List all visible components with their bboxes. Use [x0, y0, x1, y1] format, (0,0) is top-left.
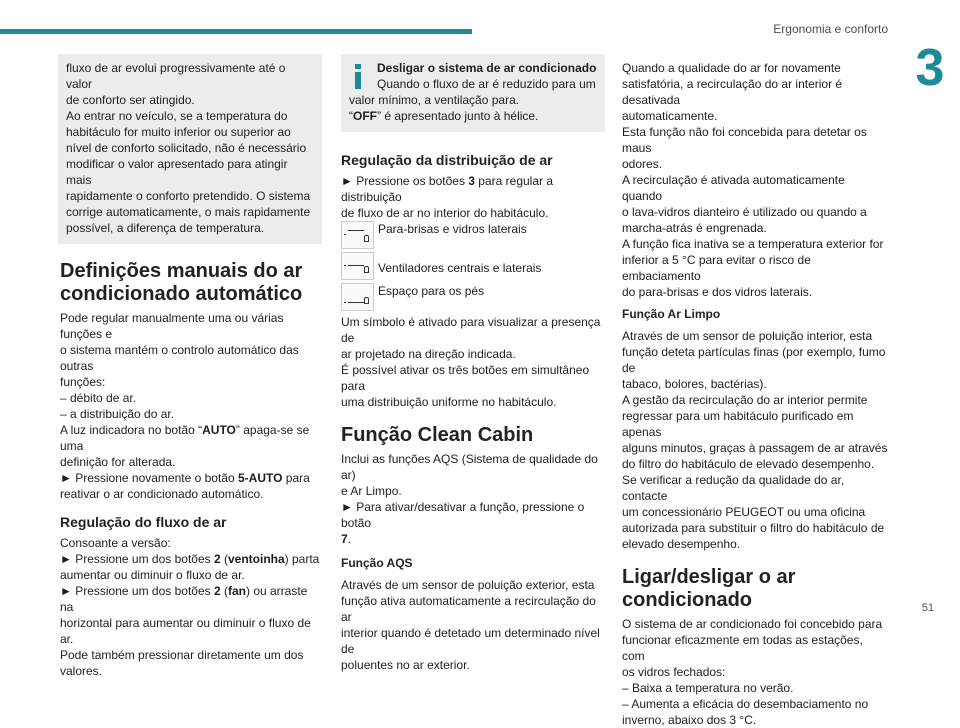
option-label: Ventiladores centrais e laterais: [378, 261, 542, 275]
note-line: possível, a diferença de temperatura.: [66, 221, 265, 235]
distribution-option: [341, 252, 605, 283]
text-line: reativar o ar condicionado automático.: [60, 487, 264, 501]
heading-on-off: [622, 566, 888, 612]
text-line: [60, 422, 322, 454]
text-line: [341, 531, 605, 547]
text-line: A função fica inativa se a temperatura exterior for: [622, 237, 884, 251]
info-box: [341, 54, 605, 132]
section-title: Ergonomia e conforto: [773, 22, 888, 36]
text-span: ” é apresentado junto à hélice.: [377, 109, 539, 123]
text-line: – débito de ar.: [60, 391, 137, 405]
button-ref: 2: [213, 552, 221, 566]
text-line: elevado desempenho.: [622, 537, 741, 551]
heading-line: Ligar/desligar o ar: [622, 566, 796, 588]
button-ref: 7: [341, 532, 348, 546]
heading-line: condicionado: [622, 589, 752, 611]
info-line: valor mínimo, a ventilação para.: [349, 93, 520, 107]
text-line: [341, 173, 605, 205]
button-ref: 3: [468, 174, 475, 188]
text-line: poluentes no ar exterior.: [341, 658, 470, 672]
text-span: ► Pressione um dos botões: [60, 584, 214, 598]
text-line: Inclui as funções AQS (Sistema de qualidade do ar): [341, 452, 598, 482]
heading-airflow: Regulação do fluxo de ar: [60, 514, 227, 530]
distribution-option: [341, 221, 605, 252]
text-line: definição for alterada.: [60, 455, 176, 469]
text-line: regressar para um habitáculo purificado em apenas: [622, 409, 854, 439]
heading-clean-air: Função Ar Limpo: [622, 307, 721, 321]
text-line: Pode regular manualmente uma ou várias funções e: [60, 311, 284, 341]
text-span: (: [220, 584, 228, 598]
note-line: corrige automaticamente, o mais rapidamente: [66, 205, 311, 219]
text-line: o sistema mantém o controlo automático das outras: [60, 343, 299, 373]
text-line: do filtro do habitáculo de elevado desempenho.: [622, 457, 875, 471]
heading-clean-cabin: Função Clean Cabin: [341, 424, 534, 446]
text-span: para: [282, 471, 310, 485]
text-line: Através de um sensor de poluição exterior, esta: [341, 578, 595, 592]
text-line: É possível ativar os três botões em simultâneo para: [341, 363, 590, 393]
text-line: inverno, abaixo dos 3 °C.: [622, 713, 757, 727]
header-accent-bar: [0, 29, 472, 34]
text-line: odores.: [622, 157, 663, 171]
text-line: do para-brisas e dos vidros laterais.: [622, 285, 813, 299]
text-line: Através de um sensor de poluição interior, esta: [622, 329, 873, 343]
central-vents-airflow-icon: [341, 252, 374, 280]
text-line: Esta função não foi concebida para detetar os maus: [622, 125, 867, 155]
text-line: horizontal para aumentar ou diminuir o fluxo de ar.: [60, 616, 311, 646]
heading-line: condicionado automático: [60, 283, 303, 305]
heading-manual-settings: [60, 260, 322, 306]
text-line: marcha-atrás é engrenada.: [622, 221, 767, 235]
text-span: A luz indicadora no botão “: [60, 423, 203, 437]
text-line: inferior a 5 °C para evitar o risco de embaciamento: [622, 253, 811, 283]
text-line: uma distribuição uniforme no habitáculo.: [341, 395, 557, 409]
text-span: .: [347, 532, 352, 546]
text-line: [60, 551, 322, 567]
note-line: nível de conforto solicitado, não é necessário: [66, 141, 307, 155]
column-left: [60, 54, 322, 679]
note-line: modificar o valor apresentado para atingir mais: [66, 157, 288, 187]
info-title-text: Desligar o sistema de ar condicionado: [377, 61, 597, 75]
windscreen-airflow-icon: [341, 221, 374, 249]
text-span: ” apaga-se se uma: [60, 423, 310, 453]
text-line: O sistema de ar condicionado foi concebido para: [622, 617, 883, 631]
off-label: OFF: [353, 109, 377, 123]
text-line: os vidros fechados:: [622, 665, 726, 679]
text-line: Pode também pressionar diretamente um dos: [60, 648, 304, 662]
text-line: [60, 583, 322, 615]
text-span: ) parta: [284, 552, 320, 566]
text-line: um concessionário PEUGEOT ou uma oficina: [622, 505, 866, 519]
button-ref: ventoinha: [228, 552, 285, 566]
text-line: ► Para ativar/desativar a função, pressione o botão: [341, 500, 585, 530]
text-line: interior quando é detetado um determinado nível de: [341, 626, 600, 656]
text-line: o lava-vidros dianteiro é utilizado ou quando a: [622, 205, 867, 219]
text-span: para regular a distribuição: [341, 174, 554, 204]
button-ref: 5-AUTO: [237, 471, 283, 485]
text-line: A recirculação é ativada automaticamente quando: [622, 173, 845, 203]
text-span: ► Pressione os botões: [341, 174, 469, 188]
text-line: função ativa automaticamente a recirculação do ar: [341, 594, 596, 624]
column-right: [622, 60, 888, 728]
text-span: ► Pressione novamente o botão: [60, 471, 238, 485]
text-line: automaticamente.: [622, 109, 718, 123]
note-box: [58, 54, 322, 244]
info-icon: [352, 64, 364, 90]
note-line: rapidamente o conforto pretendido. O sistema: [66, 189, 311, 203]
heading-aqs: Função AQS: [341, 556, 413, 570]
text-span: ) ou arraste na: [60, 584, 308, 614]
text-span: “: [349, 109, 353, 123]
text-line: Um símbolo é ativado para visualizar a presença de: [341, 315, 601, 345]
chapter-marker: [900, 40, 960, 96]
text-line: e Ar Limpo.: [341, 484, 402, 498]
text-line: Se verificar a redução da qualidade do ar, contacte: [622, 473, 845, 503]
note-line: habitáculo for muito inferior ou superior ao: [66, 125, 291, 139]
text-line: funcionar eficazmente em todas as estações, com: [622, 633, 863, 663]
info-title: [377, 60, 597, 76]
text-line: satisfatória, a recirculação do ar interior é desativada: [622, 77, 843, 107]
note-line: fluxo de ar evolui progressivamente até o valor: [66, 61, 286, 91]
text-line: Consoante a versão:: [60, 536, 171, 550]
text-line: funções:: [60, 375, 106, 389]
text-line: função deteta partículas finas (por exemplo, fumo de: [622, 345, 886, 375]
text-line: de fluxo de ar no interior do habitáculo.: [341, 206, 549, 220]
footwell-airflow-icon: [341, 283, 374, 311]
text-line: alguns minutos, graças à passagem de ar através: [622, 441, 888, 455]
text-line: aumentar ou diminuir o fluxo de ar.: [60, 568, 245, 582]
note-line: Ao entrar no veículo, se a temperatura do: [66, 109, 288, 123]
text-line: autorizada para substituir o filtro do habitáculo de: [622, 521, 885, 535]
text-line: valores.: [60, 664, 103, 678]
distribution-option: [341, 283, 605, 314]
info-line: Quando o fluxo de ar é reduzido para um: [377, 77, 596, 91]
button-ref: 2: [213, 584, 221, 598]
text-span: (: [220, 552, 228, 566]
heading-line: Definições manuais do ar: [60, 260, 303, 282]
info-line: [349, 108, 597, 124]
heading-distribution: Regulação da distribuição de ar: [341, 152, 553, 168]
text-line: Quando a qualidade do ar for novamente: [622, 61, 841, 75]
column-middle: [341, 54, 605, 673]
page-number: 51: [921, 602, 934, 614]
text-line: – Aumenta a eficácia do desembaciamento no: [622, 697, 869, 711]
text-line: A gestão da recirculação do ar interior permite: [622, 393, 868, 407]
option-label: Espaço para os pés: [378, 284, 485, 298]
note-line: de conforto ser atingido.: [66, 93, 195, 107]
text-line: – a distribuição do ar.: [60, 407, 175, 421]
option-label: Para-brisas e vidros laterais: [378, 222, 527, 236]
chapter-number: 3: [915, 39, 945, 97]
button-ref: AUTO: [202, 423, 236, 437]
text-line: [60, 470, 322, 486]
text-line: tabaco, bolores, bactérias).: [622, 377, 767, 391]
text-line: ar projetado na direção indicada.: [341, 347, 516, 361]
text-line: – Baixa a temperatura no verão.: [622, 681, 794, 695]
button-ref: fan: [228, 584, 246, 598]
text-span: ► Pressione um dos botões: [60, 552, 214, 566]
